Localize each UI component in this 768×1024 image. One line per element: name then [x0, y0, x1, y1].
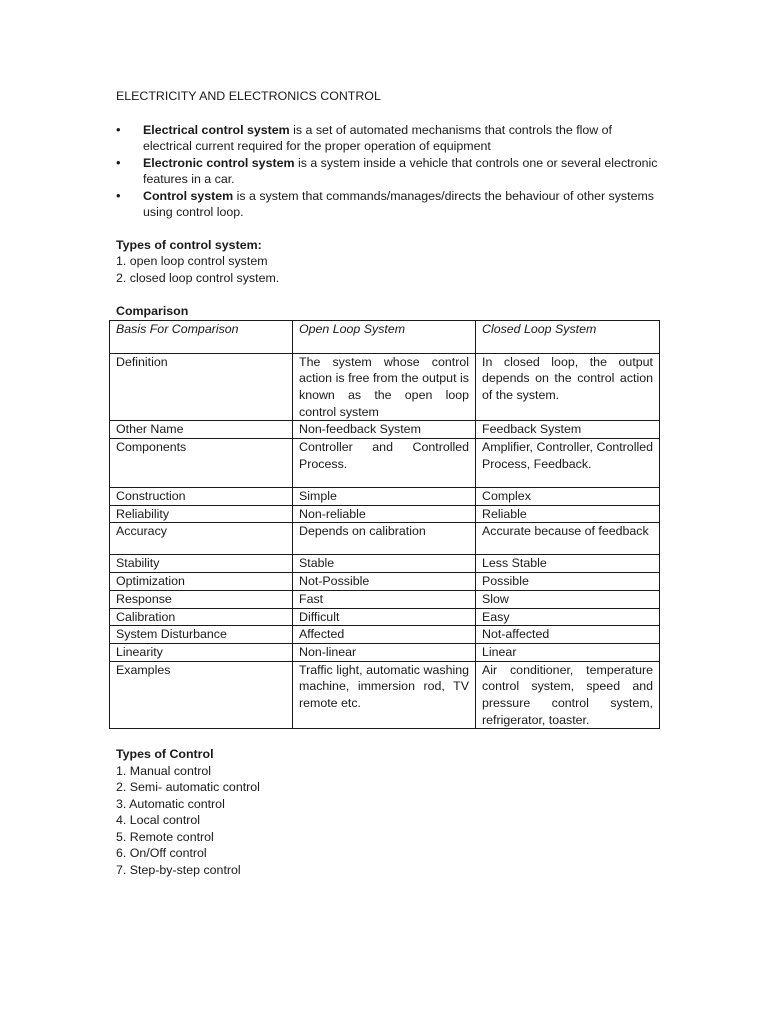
comparison-heading: Comparison [116, 304, 189, 318]
bullet-item [116, 188, 661, 221]
table-cell: Non-reliable [293, 505, 476, 523]
table-cell: Feedback System [476, 421, 660, 439]
control-item: 7. Step-by-step control [116, 862, 241, 877]
table-row [110, 608, 660, 626]
table-header-cell: Open Loop System [293, 320, 476, 353]
table-cell: Easy [476, 608, 660, 626]
table-row [110, 643, 660, 661]
table-cell: Reliable [476, 505, 660, 523]
table-cell: Linear [476, 643, 660, 661]
table-row-label: Accuracy [110, 523, 293, 555]
bullet-term: Electrical control system [143, 122, 290, 137]
bullet-text: is a set of automated mechanisms that controls the flow of electrical current required for the proper operation of equipment [143, 122, 613, 153]
table-cell: Depends on calibration [293, 523, 476, 555]
types-heading: Types of control system: [116, 237, 262, 252]
control-item: 5. Remote control [116, 829, 214, 844]
table-row-label: Response [110, 590, 293, 608]
bullet-text: is a system that commands/manages/directs the behaviour of other systems using control loop. [143, 188, 654, 219]
control-item: 2. Semi- automatic control [116, 780, 260, 795]
table-cell: Fast [293, 590, 476, 608]
table-header-row [110, 320, 660, 353]
table-row [110, 523, 660, 555]
table-cell: Not-affected [476, 626, 660, 644]
table-row [110, 626, 660, 644]
document-page [116, 88, 661, 878]
table-row [110, 573, 660, 591]
table-cell: Stable [293, 555, 476, 573]
bullet-item [116, 122, 661, 155]
table-row [110, 353, 660, 421]
control-list [116, 763, 661, 879]
bullet-term: Control system [143, 188, 234, 203]
table-row [110, 505, 660, 523]
table-row-label: System Disturbance [110, 626, 293, 644]
document-title: ELECTRICITY AND ELECTRONICS CONTROL [116, 89, 381, 103]
control-item: 4. Local control [116, 813, 201, 828]
bullet-item [116, 155, 661, 188]
table-row-label: Reliability [110, 505, 293, 523]
table-header-cell: Closed Loop System [476, 320, 660, 353]
types-item: 2. closed loop control system. [116, 270, 280, 285]
table-cell: Controller and Controlled Process. [293, 439, 476, 488]
control-heading: Types of Control [116, 747, 214, 762]
table-cell: Simple [293, 488, 476, 506]
table-row-label: Construction [110, 488, 293, 506]
table-cell: Traffic light, automatic washing machine, immersion rod, TV remote etc. [293, 661, 476, 729]
table-cell: Complex [476, 488, 660, 506]
table-row-label: Other Name [110, 421, 293, 439]
table-cell: In closed loop, the output depends on the control action of the system. [476, 353, 660, 421]
control-item: 3. Automatic control [116, 796, 225, 811]
table-row-label: Stability [110, 555, 293, 573]
table-row-label: Definition [110, 353, 293, 421]
table-cell: Accurate because of feedback [476, 523, 660, 555]
table-cell: The system whose control action is free from the output is known as the open loop control system [293, 353, 476, 421]
table-row [110, 439, 660, 488]
table-cell: Possible [476, 573, 660, 591]
control-item: 6. On/Off control [116, 846, 207, 861]
table-row [110, 421, 660, 439]
table-row [110, 661, 660, 729]
control-item: 1. Manual control [116, 763, 212, 778]
types-item: 1. open loop control system [116, 254, 268, 268]
definition-list [116, 122, 661, 221]
bullet-term: Electronic control system [143, 155, 295, 170]
table-cell: Amplifier, Controller, Controlled Process, Feedback. [476, 439, 660, 488]
comparison-table [109, 320, 660, 730]
table-row [110, 555, 660, 573]
table-row-label: Components [110, 439, 293, 488]
table-row-label: Linearity [110, 643, 293, 661]
table-header-cell: Basis For Comparison [110, 320, 293, 353]
table-cell: Less Stable [476, 555, 660, 573]
table-cell: Non-feedback System [293, 421, 476, 439]
table-cell: Non-linear [293, 643, 476, 661]
table-row-label: Calibration [110, 608, 293, 626]
table-cell: Not-Possible [293, 573, 476, 591]
table-row [110, 590, 660, 608]
table-cell: Slow [476, 590, 660, 608]
table-row [110, 488, 660, 506]
table-row-label: Examples [110, 661, 293, 729]
table-row-label: Optimization [110, 573, 293, 591]
table-cell: Affected [293, 626, 476, 644]
table-cell: Air conditioner, temperature control system, speed and pressure control system, refrigerator, toaster. [476, 661, 660, 729]
bullet-text: is a system inside a vehicle that controls one or several electronic features in a car. [143, 155, 658, 186]
table-cell: Difficult [293, 608, 476, 626]
